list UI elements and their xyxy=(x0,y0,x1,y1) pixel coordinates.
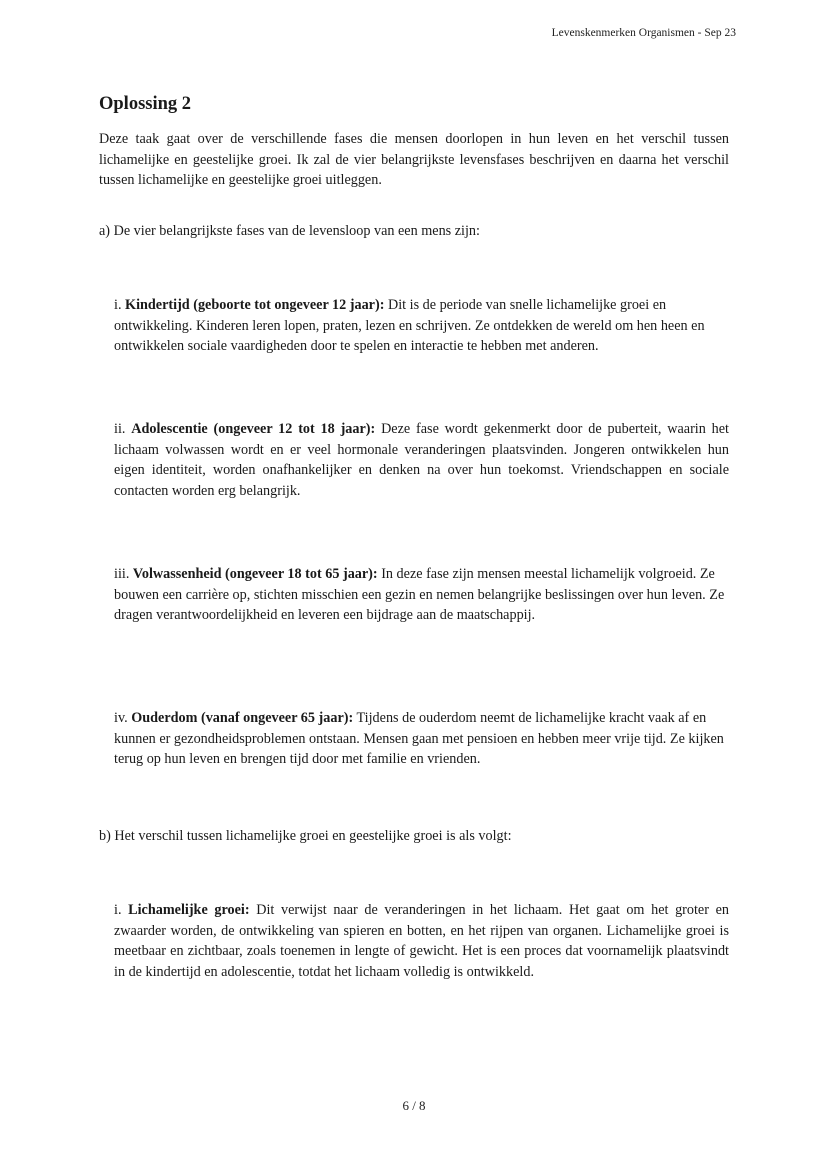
item-text: Dit is de periode van snelle lichamelijke groei en ontwikkeling. Kinderen leren lopen, praten, lezen en schrijven. Ze ontdekken de wereld om hen heen en ontwikkelen sociale vaardigheden door te spelen en interactie te hebben met anderen. xyxy=(114,297,705,355)
growth-item xyxy=(114,900,729,982)
item-number: iii. xyxy=(114,566,130,582)
item-number: i. xyxy=(114,297,122,313)
life-phase-item xyxy=(114,295,729,357)
item-number: i. xyxy=(114,902,122,918)
life-phase-item xyxy=(114,708,729,770)
part-a-heading: a) De vier belangrijkste fases van de levensloop van een mens zijn: xyxy=(99,223,480,239)
item-term: Volwassenheid (ongeveer 18 tot 65 jaar): xyxy=(132,566,378,582)
item-term: Ouderdom (vanaf ongeveer 65 jaar): xyxy=(131,710,354,726)
item-number: ii. xyxy=(114,421,126,437)
part-b-heading: b) Het verschil tussen lichamelijke groei en geestelijke groei is als volgt: xyxy=(99,828,512,844)
intro-paragraph: Deze taak gaat over de verschillende fases die mensen doorlopen in hun leven en het verschil tussen lichamelijke en geestelijke groei. Ik zal de vier belangrijkste levensfases beschrijven en daarna het verschil tussen lichamelijke en geestelijke groei uitleggen. xyxy=(99,131,729,189)
section-title: Oplossing 2 xyxy=(99,94,192,114)
item-term: Lichamelijke groei: xyxy=(128,902,250,918)
item-number: iv. xyxy=(114,710,128,726)
page-number: 6 / 8 xyxy=(402,1098,426,1113)
life-phase-item xyxy=(114,564,729,626)
item-text: Dit verwijst naar de veranderingen in het lichaam. Het gaat om het groter en zwaarder worden, de ontwikkeling van spieren en botten, en het rijpen van organen. Lichamelijke groei is meetbaar en zichtbaar, zoals toenemen in lengte of gewicht. Het is een proces dat voornamelijk plaatsvindt in de kindertijd en adolescentie, totdat het lichaam volledig is ontwikkeld. xyxy=(114,902,729,980)
running-header: Levenskenmerken Organismen - Sep 23 xyxy=(551,27,736,39)
life-phase-item xyxy=(114,419,729,501)
item-term: Kindertijd (geboorte tot ongeveer 12 jaar): xyxy=(125,297,385,313)
item-text: Deze fase wordt gekenmerkt door de puberteit, waarin het lichaam volwassen wordt en er veel hormonale veranderingen plaatsvinden. Jongeren ontwikkelen hun eigen identiteit, worden onafhankelijker en denken na over hun toekomst. Vriendschappen en sociale contacten worden erg belangrijk. xyxy=(114,421,730,499)
item-text: Tijdens de ouderdom neemt de lichamelijke kracht vaak af en kunnen er gezondheidsproblemen ontstaan. Mensen gaan met pensioen en hebben meer vrije tijd. Ze kijken terug op hun leven en brengen tijd door met familie en vrienden. xyxy=(114,710,724,768)
item-term: Adolescentie (ongeveer 12 tot 18 jaar): xyxy=(131,421,376,437)
item-text: In deze fase zijn mensen meestal lichamelijk volgroeid. Ze bouwen een carrière op, stichten misschien een gezin en nemen belangrijke beslissingen over hun leven. Ze dragen verantwoordelijkheid en leveren een bijdrage aan de maatschappij. xyxy=(114,566,725,624)
